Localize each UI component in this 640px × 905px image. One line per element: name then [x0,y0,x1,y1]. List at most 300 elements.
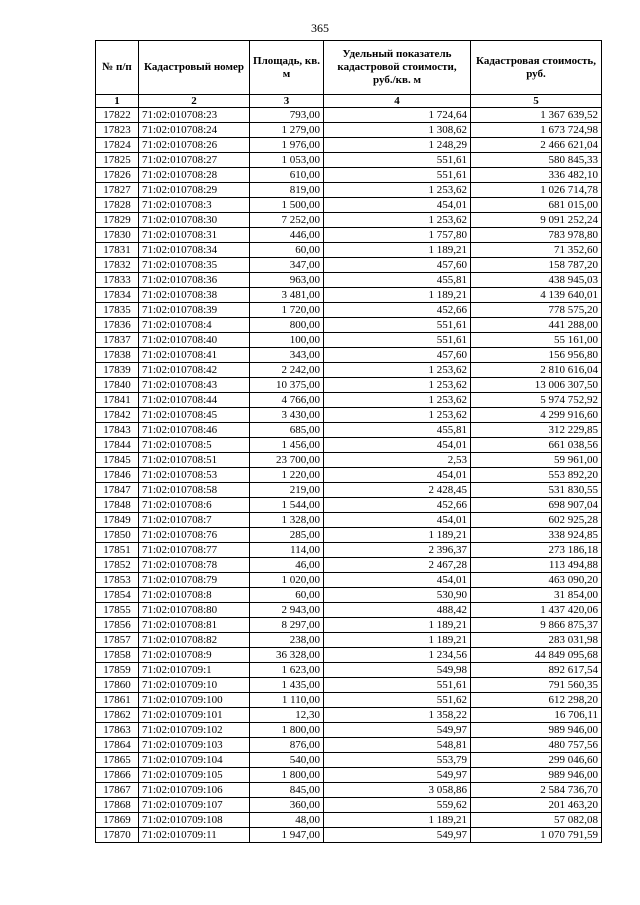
cell-specific-value: 2 467,28 [324,558,471,573]
cell-cadastral-number: 71:02:010708:79 [139,573,250,588]
cell-index: 17825 [96,153,139,168]
cell-cadastral-number: 71:02:010708:45 [139,408,250,423]
cell-index: 17837 [96,333,139,348]
cell-index: 17840 [96,378,139,393]
cell-area: 60,00 [250,243,324,258]
col-number-5: 5 [471,95,602,108]
cell-cadastral-number: 71:02:010708:53 [139,468,250,483]
cell-cadastral-number: 71:02:010708:81 [139,618,250,633]
table-row [96,513,602,528]
table-row [96,123,602,138]
cell-area: 360,00 [250,798,324,813]
cell-specific-value: 2 428,45 [324,483,471,498]
cell-cadastral-value: 791 560,35 [471,678,602,693]
table-row [96,498,602,513]
table-row [96,558,602,573]
table-row [96,258,602,273]
table-row [96,543,602,558]
cell-specific-value: 551,61 [324,318,471,333]
cell-specific-value: 1 189,21 [324,528,471,543]
cell-specific-value: 457,60 [324,258,471,273]
cell-cadastral-number: 71:02:010708:51 [139,453,250,468]
cell-cadastral-value: 2 810 616,04 [471,363,602,378]
cell-cadastral-number: 71:02:010709:100 [139,693,250,708]
cell-cadastral-value: 463 090,20 [471,573,602,588]
cell-cadastral-value: 9 866 875,37 [471,618,602,633]
header-row [96,41,602,95]
cell-cadastral-number: 71:02:010708:42 [139,363,250,378]
cell-index: 17866 [96,768,139,783]
cell-cadastral-number: 71:02:010708:39 [139,303,250,318]
cell-specific-value: 1 189,21 [324,288,471,303]
cell-specific-value: 551,62 [324,693,471,708]
cell-area: 685,00 [250,423,324,438]
cell-cadastral-number: 71:02:010708:9 [139,648,250,663]
cell-area: 60,00 [250,588,324,603]
table-row [96,588,602,603]
cell-cadastral-value: 44 849 095,68 [471,648,602,663]
cell-cadastral-number: 71:02:010708:80 [139,603,250,618]
cell-index: 17836 [96,318,139,333]
cell-area: 1 800,00 [250,768,324,783]
cell-index: 17868 [96,798,139,813]
page-number: 365 [311,21,329,35]
cell-cadastral-value: 783 978,80 [471,228,602,243]
cell-index: 17827 [96,183,139,198]
cell-cadastral-number: 71:02:010708:77 [139,543,250,558]
cell-index: 17830 [96,228,139,243]
cell-area: 285,00 [250,528,324,543]
cell-specific-value: 1 189,21 [324,813,471,828]
cell-specific-value: 548,81 [324,738,471,753]
cell-cadastral-number: 71:02:010708:31 [139,228,250,243]
cell-specific-value: 1 253,62 [324,213,471,228]
cell-cadastral-number: 71:02:010708:30 [139,213,250,228]
cell-index: 17846 [96,468,139,483]
cell-cadastral-number: 71:02:010709:102 [139,723,250,738]
cell-index: 17826 [96,168,139,183]
cell-cadastral-value: 989 946,00 [471,723,602,738]
cell-cadastral-value: 158 787,20 [471,258,602,273]
col-number-1: 1 [96,95,139,108]
cell-cadastral-value: 31 854,00 [471,588,602,603]
cell-area: 819,00 [250,183,324,198]
cell-cadastral-number: 71:02:010709:104 [139,753,250,768]
cell-area: 800,00 [250,318,324,333]
cell-cadastral-value: 273 186,18 [471,543,602,558]
cell-cadastral-value: 71 352,60 [471,243,602,258]
cell-index: 17858 [96,648,139,663]
cell-index: 17864 [96,738,139,753]
cell-cadastral-number: 71:02:010708:4 [139,318,250,333]
cell-area: 2 242,00 [250,363,324,378]
cell-area: 1 279,00 [250,123,324,138]
cell-cadastral-value: 59 961,00 [471,453,602,468]
cell-area: 238,00 [250,633,324,648]
cell-cadastral-number: 71:02:010708:46 [139,423,250,438]
cell-area: 876,00 [250,738,324,753]
cell-area: 1 976,00 [250,138,324,153]
cell-cadastral-value: 312 229,85 [471,423,602,438]
table-row [96,708,602,723]
cell-cadastral-number: 71:02:010708:7 [139,513,250,528]
cell-cadastral-number: 71:02:010708:24 [139,123,250,138]
cell-area: 1 623,00 [250,663,324,678]
cell-index: 17838 [96,348,139,363]
cell-area: 36 328,00 [250,648,324,663]
cell-cadastral-value: 336 482,10 [471,168,602,183]
cell-specific-value: 1 253,62 [324,393,471,408]
cell-area: 7 252,00 [250,213,324,228]
cell-cadastral-value: 698 907,04 [471,498,602,513]
cell-cadastral-number: 71:02:010709:103 [139,738,250,753]
cell-cadastral-value: 13 006 307,50 [471,378,602,393]
cell-area: 1 456,00 [250,438,324,453]
cell-cadastral-value: 1 026 714,78 [471,183,602,198]
cell-specific-value: 1 189,21 [324,618,471,633]
cell-area: 1 544,00 [250,498,324,513]
cell-index: 17845 [96,453,139,468]
cell-specific-value: 3 058,86 [324,783,471,798]
cell-index: 17832 [96,258,139,273]
cell-area: 540,00 [250,753,324,768]
cell-cadastral-value: 661 038,56 [471,438,602,453]
cell-cadastral-number: 71:02:010708:28 [139,168,250,183]
cell-area: 3 481,00 [250,288,324,303]
cell-area: 46,00 [250,558,324,573]
cell-index: 17843 [96,423,139,438]
cell-cadastral-value: 1 437 420,06 [471,603,602,618]
cell-cadastral-number: 71:02:010708:5 [139,438,250,453]
table-row [96,273,602,288]
cell-specific-value: 1 724,64 [324,108,471,123]
table-row [96,243,602,258]
table-row [96,138,602,153]
cell-cadastral-value: 113 494,88 [471,558,602,573]
col-number-2: 2 [139,95,250,108]
cell-index: 17839 [96,363,139,378]
cell-index: 17833 [96,273,139,288]
column-number-row [96,95,602,108]
cell-specific-value: 1 253,62 [324,408,471,423]
cell-cadastral-value: 602 925,28 [471,513,602,528]
cell-specific-value: 455,81 [324,273,471,288]
cell-cadastral-number: 71:02:010709:105 [139,768,250,783]
cell-index: 17835 [96,303,139,318]
cell-index: 17829 [96,213,139,228]
table-row [96,738,602,753]
cell-index: 17828 [96,198,139,213]
cell-index: 17867 [96,783,139,798]
table-row [96,798,602,813]
cell-specific-value: 454,01 [324,438,471,453]
cell-cadastral-number: 71:02:010708:35 [139,258,250,273]
cell-specific-value: 1 253,62 [324,363,471,378]
cell-cadastral-number: 71:02:010708:26 [139,138,250,153]
cell-cadastral-value: 57 082,08 [471,813,602,828]
cell-specific-value: 549,97 [324,828,471,843]
cell-specific-value: 549,98 [324,663,471,678]
table-row [96,408,602,423]
table-row [96,288,602,303]
cell-specific-value: 559,62 [324,798,471,813]
cell-index: 17854 [96,588,139,603]
cell-index: 17851 [96,543,139,558]
cell-index: 17861 [96,693,139,708]
cell-cadastral-number: 71:02:010708:3 [139,198,250,213]
table-row [96,438,602,453]
cell-specific-value: 1 189,21 [324,243,471,258]
cell-index: 17856 [96,618,139,633]
table-row [96,153,602,168]
cell-specific-value: 2,53 [324,453,471,468]
cell-specific-value: 549,97 [324,723,471,738]
table-row [96,648,602,663]
cell-area: 23 700,00 [250,453,324,468]
cell-specific-value: 488,42 [324,603,471,618]
cell-area: 3 430,00 [250,408,324,423]
table-row [96,783,602,798]
cell-index: 17844 [96,438,139,453]
cell-cadastral-number: 71:02:010708:82 [139,633,250,648]
cell-cadastral-value: 480 757,56 [471,738,602,753]
cell-cadastral-value: 612 298,20 [471,693,602,708]
table-row [96,378,602,393]
cell-index: 17849 [96,513,139,528]
cell-area: 10 375,00 [250,378,324,393]
cell-area: 1 110,00 [250,693,324,708]
cell-cadastral-number: 71:02:010708:41 [139,348,250,363]
cell-cadastral-number: 71:02:010708:23 [139,108,250,123]
cell-index: 17850 [96,528,139,543]
table-row [96,168,602,183]
cell-index: 17869 [96,813,139,828]
cell-index: 17841 [96,393,139,408]
cell-index: 17862 [96,708,139,723]
cell-specific-value: 457,60 [324,348,471,363]
table-row [96,723,602,738]
table-row [96,603,602,618]
cell-cadastral-value: 299 046,60 [471,753,602,768]
cell-area: 1 220,00 [250,468,324,483]
cell-cadastral-value: 201 463,20 [471,798,602,813]
cell-cadastral-number: 71:02:010708:58 [139,483,250,498]
cell-area: 1 947,00 [250,828,324,843]
cell-specific-value: 530,90 [324,588,471,603]
cell-index: 17847 [96,483,139,498]
cell-area: 1 800,00 [250,723,324,738]
cell-area: 446,00 [250,228,324,243]
cell-specific-value: 1 234,56 [324,648,471,663]
table-row [96,573,602,588]
cell-cadastral-value: 553 892,20 [471,468,602,483]
cell-index: 17834 [96,288,139,303]
cell-area: 845,00 [250,783,324,798]
cell-specific-value: 452,66 [324,498,471,513]
cell-index: 17853 [96,573,139,588]
cell-index: 17865 [96,753,139,768]
table-row [96,228,602,243]
cell-specific-value: 551,61 [324,153,471,168]
table-row [96,303,602,318]
cell-cadastral-value: 531 830,55 [471,483,602,498]
cell-cadastral-value: 438 945,03 [471,273,602,288]
cell-area: 1 053,00 [250,153,324,168]
cell-cadastral-value: 156 956,80 [471,348,602,363]
cell-cadastral-value: 441 288,00 [471,318,602,333]
cell-index: 17822 [96,108,139,123]
cell-cadastral-value: 9 091 252,24 [471,213,602,228]
cell-area: 1 020,00 [250,573,324,588]
table-row [96,108,602,123]
col-header-cadastral-value: Кадастровая стоимость, руб. [471,41,602,95]
cell-index: 17860 [96,678,139,693]
cell-area: 1 500,00 [250,198,324,213]
cell-area: 2 943,00 [250,603,324,618]
cell-cadastral-number: 71:02:010708:76 [139,528,250,543]
cell-specific-value: 1 253,62 [324,378,471,393]
table-row [96,828,602,843]
cell-cadastral-number: 71:02:010708:29 [139,183,250,198]
col-header-specific-value: Удельный показатель кадастровой стоимости, руб./кв. м [324,41,471,95]
col-header-index: № п/п [96,41,139,95]
cell-cadastral-number: 71:02:010708:8 [139,588,250,603]
cell-specific-value: 1 189,21 [324,633,471,648]
cell-cadastral-number: 71:02:010708:44 [139,393,250,408]
cell-cadastral-number: 71:02:010708:34 [139,243,250,258]
cell-index: 17842 [96,408,139,423]
cell-area: 100,00 [250,333,324,348]
cell-area: 12,30 [250,708,324,723]
col-header-area: Площадь, кв. м [250,41,324,95]
cell-cadastral-value: 4 139 640,01 [471,288,602,303]
cell-cadastral-number: 71:02:010709:107 [139,798,250,813]
table-row [96,348,602,363]
cell-cadastral-number: 71:02:010708:38 [139,288,250,303]
cell-area: 219,00 [250,483,324,498]
table-row [96,813,602,828]
cell-cadastral-value: 2 584 736,70 [471,783,602,798]
cell-area: 1 435,00 [250,678,324,693]
cell-cadastral-value: 16 706,11 [471,708,602,723]
cell-index: 17848 [96,498,139,513]
cell-cadastral-value: 892 617,54 [471,663,602,678]
table-row [96,618,602,633]
cell-cadastral-number: 71:02:010708:27 [139,153,250,168]
col-number-4: 4 [324,95,471,108]
cell-cadastral-value: 580 845,33 [471,153,602,168]
table-row [96,393,602,408]
cell-specific-value: 454,01 [324,198,471,213]
cell-cadastral-value: 989 946,00 [471,768,602,783]
cell-cadastral-number: 71:02:010708:6 [139,498,250,513]
cell-area: 4 766,00 [250,393,324,408]
cell-index: 17859 [96,663,139,678]
cell-cadastral-value: 2 466 621,04 [471,138,602,153]
table-row [96,753,602,768]
cell-specific-value: 551,61 [324,333,471,348]
cell-index: 17824 [96,138,139,153]
cell-index: 17863 [96,723,139,738]
table-row [96,213,602,228]
cell-area: 1 720,00 [250,303,324,318]
cell-cadastral-value: 1 367 639,52 [471,108,602,123]
cell-specific-value: 1 248,29 [324,138,471,153]
cell-cadastral-number: 71:02:010709:101 [139,708,250,723]
cell-cadastral-value: 338 924,85 [471,528,602,543]
cell-cadastral-value: 5 974 752,92 [471,393,602,408]
cell-specific-value: 1 757,80 [324,228,471,243]
cell-specific-value: 454,01 [324,573,471,588]
cell-index: 17852 [96,558,139,573]
cadastral-value-table [95,40,602,843]
cell-specific-value: 2 396,37 [324,543,471,558]
cell-specific-value: 551,61 [324,678,471,693]
table-row [96,198,602,213]
cell-area: 1 328,00 [250,513,324,528]
cell-specific-value: 551,61 [324,168,471,183]
cell-cadastral-number: 71:02:010709:10 [139,678,250,693]
cell-specific-value: 452,66 [324,303,471,318]
cell-cadastral-number: 71:02:010708:36 [139,273,250,288]
cell-cadastral-value: 4 299 916,60 [471,408,602,423]
table-row [96,678,602,693]
cell-cadastral-value: 778 575,20 [471,303,602,318]
cell-cadastral-number: 71:02:010709:108 [139,813,250,828]
table-row [96,423,602,438]
cell-index: 17855 [96,603,139,618]
col-header-cadastral-number: Кадастровый номер [139,41,250,95]
table-row [96,363,602,378]
cell-specific-value: 1 253,62 [324,183,471,198]
table-row [96,468,602,483]
cell-specific-value: 549,97 [324,768,471,783]
cell-cadastral-number: 71:02:010709:1 [139,663,250,678]
cell-index: 17831 [96,243,139,258]
table-row [96,768,602,783]
cell-cadastral-number: 71:02:010708:78 [139,558,250,573]
cell-area: 610,00 [250,168,324,183]
table-row [96,318,602,333]
cell-specific-value: 454,01 [324,513,471,528]
cell-area: 347,00 [250,258,324,273]
cell-area: 963,00 [250,273,324,288]
cell-area: 793,00 [250,108,324,123]
cell-index: 17857 [96,633,139,648]
cell-cadastral-value: 283 031,98 [471,633,602,648]
cell-cadastral-value: 55 161,00 [471,333,602,348]
cell-cadastral-value: 1 070 791,59 [471,828,602,843]
cell-specific-value: 1 358,22 [324,708,471,723]
cell-index: 17870 [96,828,139,843]
cell-area: 48,00 [250,813,324,828]
table-row [96,633,602,648]
cell-area: 8 297,00 [250,618,324,633]
table-row [96,693,602,708]
cell-specific-value: 553,79 [324,753,471,768]
table-body [96,108,602,843]
cell-cadastral-number: 71:02:010709:106 [139,783,250,798]
table-row [96,183,602,198]
cell-cadastral-value: 1 673 724,98 [471,123,602,138]
table-row [96,453,602,468]
col-number-3: 3 [250,95,324,108]
cell-area: 114,00 [250,543,324,558]
table-row [96,528,602,543]
cell-cadastral-number: 71:02:010708:40 [139,333,250,348]
cell-specific-value: 454,01 [324,468,471,483]
cell-specific-value: 455,81 [324,423,471,438]
